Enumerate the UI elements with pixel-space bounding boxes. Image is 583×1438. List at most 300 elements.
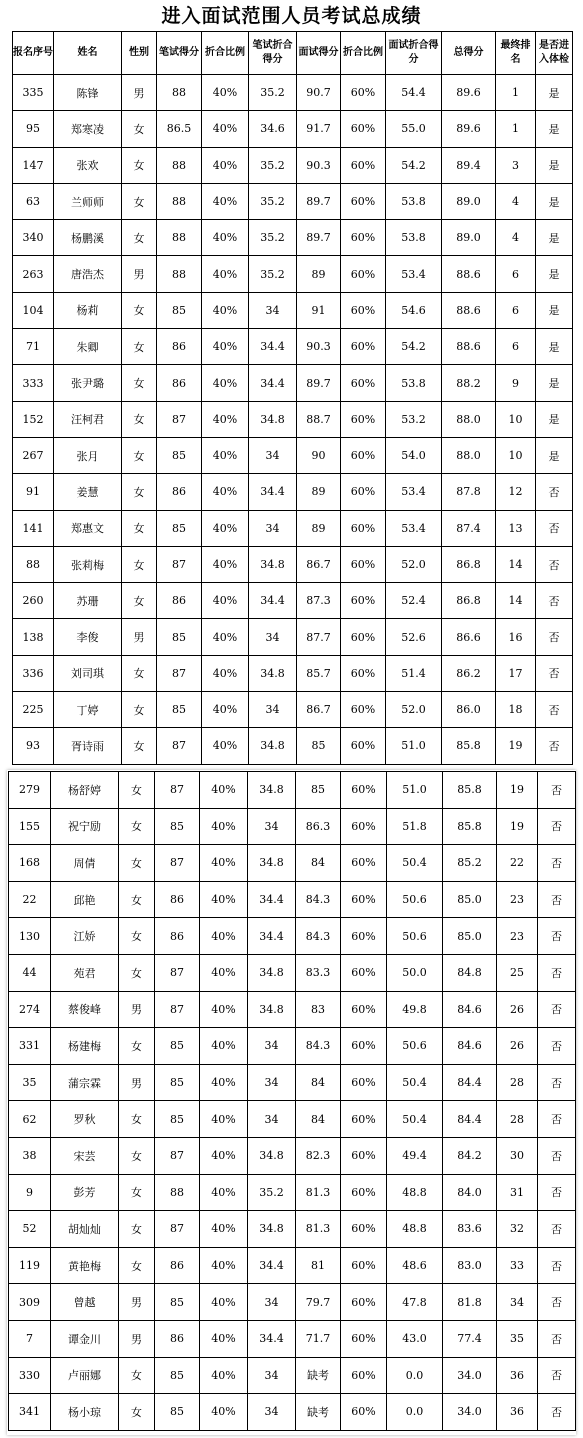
cell-medical-check: 是 <box>536 220 573 256</box>
cell-written-ratio: 40% <box>200 918 248 955</box>
cell-gender: 女 <box>119 772 155 809</box>
cell-written-score: 86 <box>155 1320 200 1357</box>
cell-gender: 女 <box>122 583 157 619</box>
table-row <box>9 1101 576 1138</box>
cell-written-score: 85 <box>155 1284 200 1321</box>
cell-written-weighted: 34.8 <box>248 772 296 809</box>
cell-name: 祝宁励 <box>51 808 119 845</box>
cell-medical-check: 否 <box>538 991 576 1028</box>
cell-interview-score: 89.7 <box>297 365 341 401</box>
cell-interview-weighted: 52.6 <box>386 619 442 655</box>
cell-interview-score: 82.3 <box>296 1137 341 1174</box>
cell-written-weighted: 34 <box>248 1284 296 1321</box>
cell-reg-no: 331 <box>9 1028 51 1065</box>
cell-written-weighted: 34.8 <box>249 401 297 437</box>
cell-medical-check: 否 <box>536 655 573 691</box>
cell-interview-weighted: 49.4 <box>387 1137 443 1174</box>
cell-written-weighted: 34 <box>248 1101 296 1138</box>
cell-written-ratio: 40% <box>202 292 249 328</box>
cell-medical-check: 否 <box>538 881 576 918</box>
cell-interview-score: 79.7 <box>296 1284 341 1321</box>
cell-interview-score: 81.3 <box>296 1211 341 1248</box>
cell-reg-no: 333 <box>13 365 54 401</box>
cell-written-weighted: 34.4 <box>248 918 296 955</box>
cell-interview-score: 85.7 <box>297 655 341 691</box>
table-row <box>9 1320 576 1357</box>
cell-interview-ratio: 60% <box>341 1137 387 1174</box>
cell-interview-score: 89.7 <box>297 220 341 256</box>
cell-final-rank: 30 <box>497 1137 538 1174</box>
cell-interview-score: 86.7 <box>297 546 341 582</box>
cell-total-score: 84.6 <box>443 1028 497 1065</box>
cell-interview-ratio: 60% <box>341 845 387 882</box>
cell-gender: 男 <box>119 1320 155 1357</box>
cell-reg-no: 7 <box>9 1320 51 1357</box>
header-row <box>13 32 573 75</box>
cell-medical-check: 否 <box>538 1101 576 1138</box>
cell-written-score: 85 <box>155 808 200 845</box>
cell-medical-check: 否 <box>538 1394 576 1431</box>
cell-written-score: 86 <box>157 583 202 619</box>
cell-interview-ratio: 60% <box>341 1174 387 1211</box>
cell-written-score: 86 <box>157 329 202 365</box>
cell-interview-weighted: 54.4 <box>386 75 442 111</box>
cell-interview-weighted: 53.4 <box>386 256 442 292</box>
cell-written-weighted: 34.8 <box>248 1137 296 1174</box>
scores-table-top <box>12 31 573 765</box>
cell-gender: 女 <box>119 1028 155 1065</box>
table-row <box>9 954 576 991</box>
cell-written-weighted: 34.8 <box>248 954 296 991</box>
cell-final-rank: 26 <box>497 991 538 1028</box>
cell-interview-weighted: 51.0 <box>386 728 442 764</box>
cell-interview-score: 90 <box>297 437 341 473</box>
cell-reg-no: 104 <box>13 292 54 328</box>
cell-medical-check: 否 <box>538 918 576 955</box>
cell-gender: 女 <box>122 365 157 401</box>
cell-interview-weighted: 50.0 <box>387 954 443 991</box>
cell-reg-no: 44 <box>9 954 51 991</box>
cell-final-rank: 12 <box>496 474 536 510</box>
cell-final-rank: 4 <box>496 183 536 219</box>
cell-medical-check: 否 <box>538 1028 576 1065</box>
cell-gender: 女 <box>122 329 157 365</box>
cell-written-score: 85 <box>155 1101 200 1138</box>
cell-interview-score: 90.3 <box>297 147 341 183</box>
cell-interview-weighted: 54.6 <box>386 292 442 328</box>
table-row <box>13 655 573 691</box>
cell-written-score: 87 <box>155 991 200 1028</box>
cell-interview-weighted: 48.8 <box>387 1211 443 1248</box>
cell-total-score: 88.0 <box>442 437 496 473</box>
cell-gender: 女 <box>119 1247 155 1284</box>
cell-final-rank: 22 <box>497 845 538 882</box>
cell-written-score: 88 <box>157 147 202 183</box>
cell-total-score: 86.8 <box>442 583 496 619</box>
cell-gender: 男 <box>122 619 157 655</box>
cell-interview-ratio: 60% <box>341 75 386 111</box>
cell-total-score: 89.4 <box>442 147 496 183</box>
cell-interview-ratio: 60% <box>341 808 387 845</box>
cell-final-rank: 35 <box>497 1320 538 1357</box>
cell-written-ratio: 40% <box>202 510 249 546</box>
cell-name: 刘司琪 <box>54 655 122 691</box>
cell-name: 蔡俊峰 <box>51 991 119 1028</box>
cell-medical-check: 否 <box>538 1284 576 1321</box>
cell-name: 丁婷 <box>54 692 122 728</box>
cell-written-ratio: 40% <box>202 365 249 401</box>
cell-interview-ratio: 60% <box>341 111 386 147</box>
cell-medical-check: 否 <box>536 728 573 764</box>
cell-written-weighted: 34.4 <box>248 1247 296 1284</box>
cell-final-rank: 36 <box>497 1357 538 1394</box>
cell-written-weighted: 34.6 <box>249 111 297 147</box>
cell-total-score: 85.2 <box>443 845 497 882</box>
table-row <box>9 845 576 882</box>
cell-written-weighted: 34 <box>249 510 297 546</box>
cell-reg-no: 141 <box>13 510 54 546</box>
cell-written-weighted: 34.4 <box>249 329 297 365</box>
cell-written-score: 85 <box>157 692 202 728</box>
cell-gender: 女 <box>119 1357 155 1394</box>
cell-written-score: 86.5 <box>157 111 202 147</box>
cell-written-ratio: 40% <box>202 437 249 473</box>
cell-final-rank: 6 <box>496 329 536 365</box>
table-row <box>9 772 576 809</box>
cell-reg-no: 330 <box>9 1357 51 1394</box>
header-gender: 性别 <box>122 32 157 75</box>
cell-reg-no: 22 <box>9 881 51 918</box>
cell-gender: 男 <box>119 1064 155 1101</box>
cell-final-rank: 6 <box>496 292 536 328</box>
cell-medical-check: 否 <box>538 1247 576 1284</box>
cell-written-ratio: 40% <box>200 1284 248 1321</box>
cell-written-ratio: 40% <box>200 772 248 809</box>
table-row <box>13 111 573 147</box>
cell-medical-check: 否 <box>536 474 573 510</box>
table-row <box>9 1394 576 1431</box>
table-row <box>9 1137 576 1174</box>
cell-name: 罗秋 <box>51 1101 119 1138</box>
cell-interview-ratio: 60% <box>341 365 386 401</box>
cell-medical-check: 是 <box>536 292 573 328</box>
cell-interview-weighted: 0.0 <box>387 1357 443 1394</box>
cell-written-ratio: 40% <box>200 1028 248 1065</box>
cell-total-score: 85.8 <box>442 728 496 764</box>
cell-gender: 女 <box>119 1394 155 1431</box>
cell-name: 郑惠文 <box>54 510 122 546</box>
cell-medical-check: 否 <box>536 510 573 546</box>
cell-medical-check: 是 <box>536 183 573 219</box>
cell-interview-weighted: 54.2 <box>386 147 442 183</box>
table-row <box>13 728 573 764</box>
cell-name: 周倩 <box>51 845 119 882</box>
cell-written-weighted: 34.8 <box>249 655 297 691</box>
cell-name: 曾越 <box>51 1284 119 1321</box>
cell-interview-ratio: 60% <box>341 1064 387 1101</box>
cell-final-rank: 31 <box>497 1174 538 1211</box>
cell-interview-weighted: 48.8 <box>387 1174 443 1211</box>
cell-medical-check: 否 <box>538 1064 576 1101</box>
cell-name: 胥诗雨 <box>54 728 122 764</box>
table-row <box>9 991 576 1028</box>
cell-reg-no: 93 <box>13 728 54 764</box>
cell-written-weighted: 34.8 <box>249 728 297 764</box>
table-row <box>13 546 573 582</box>
cell-total-score: 86.2 <box>442 655 496 691</box>
cell-written-score: 86 <box>155 1247 200 1284</box>
cell-interview-ratio: 60% <box>341 619 386 655</box>
cell-interview-ratio: 60% <box>341 881 387 918</box>
cell-reg-no: 263 <box>13 256 54 292</box>
cell-reg-no: 71 <box>13 329 54 365</box>
cell-name: 杨舒婷 <box>51 772 119 809</box>
cell-total-score: 89.6 <box>442 111 496 147</box>
cell-interview-ratio: 60% <box>341 474 386 510</box>
cell-medical-check: 否 <box>538 1174 576 1211</box>
cell-reg-no: 340 <box>13 220 54 256</box>
cell-interview-ratio: 60% <box>341 918 387 955</box>
cell-written-score: 87 <box>157 728 202 764</box>
cell-total-score: 83.6 <box>443 1211 497 1248</box>
cell-reg-no: 168 <box>9 845 51 882</box>
cell-reg-no: 147 <box>13 147 54 183</box>
cell-name: 胡灿灿 <box>51 1211 119 1248</box>
cell-total-score: 88.6 <box>442 256 496 292</box>
cell-interview-score: 85 <box>296 772 341 809</box>
table-row <box>13 510 573 546</box>
cell-medical-check: 是 <box>536 75 573 111</box>
cell-written-score: 85 <box>155 1357 200 1394</box>
cell-name: 杨建梅 <box>51 1028 119 1065</box>
cell-written-score: 88 <box>157 75 202 111</box>
table-row <box>13 437 573 473</box>
cell-written-score: 87 <box>155 1211 200 1248</box>
cell-final-rank: 23 <box>497 881 538 918</box>
table-row <box>9 881 576 918</box>
cell-interview-weighted: 43.0 <box>387 1320 443 1357</box>
cell-interview-ratio: 60% <box>341 183 386 219</box>
cell-written-weighted: 34 <box>248 808 296 845</box>
cell-total-score: 85.0 <box>443 918 497 955</box>
cell-interview-score: 89 <box>297 256 341 292</box>
table-row <box>13 256 573 292</box>
cell-interview-ratio: 60% <box>341 991 387 1028</box>
cell-final-rank: 17 <box>496 655 536 691</box>
cell-gender: 男 <box>119 1284 155 1321</box>
cell-name: 苑君 <box>51 954 119 991</box>
cell-written-score: 85 <box>155 1394 200 1431</box>
cell-written-weighted: 35.2 <box>248 1174 296 1211</box>
cell-interview-weighted: 54.0 <box>386 437 442 473</box>
header-written-ratio: 折合比例 <box>202 32 249 75</box>
cell-medical-check: 否 <box>536 583 573 619</box>
cell-written-weighted: 34 <box>249 619 297 655</box>
cell-interview-weighted: 50.6 <box>387 881 443 918</box>
cell-reg-no: 119 <box>9 1247 51 1284</box>
cell-name: 汪柯君 <box>54 401 122 437</box>
cell-interview-weighted: 53.8 <box>386 365 442 401</box>
cell-interview-score: 缺考 <box>296 1357 341 1394</box>
scores-table-bottom <box>8 771 576 1431</box>
cell-total-score: 85.8 <box>443 808 497 845</box>
cell-written-score: 85 <box>155 1064 200 1101</box>
cell-gender: 女 <box>122 437 157 473</box>
cell-medical-check: 否 <box>538 954 576 991</box>
cell-final-rank: 9 <box>496 365 536 401</box>
cell-gender: 男 <box>119 991 155 1028</box>
cell-interview-ratio: 60% <box>341 329 386 365</box>
cell-final-rank: 18 <box>496 692 536 728</box>
header-written-score: 笔试得分 <box>157 32 202 75</box>
cell-interview-score: 84.3 <box>296 1028 341 1065</box>
cell-interview-ratio: 60% <box>341 728 386 764</box>
cell-medical-check: 否 <box>538 845 576 882</box>
cell-written-weighted: 34.4 <box>249 583 297 619</box>
cell-written-ratio: 40% <box>200 1101 248 1138</box>
table-row <box>13 474 573 510</box>
cell-interview-weighted: 52.0 <box>386 692 442 728</box>
cell-written-ratio: 40% <box>202 546 249 582</box>
cell-final-rank: 19 <box>496 728 536 764</box>
cell-final-rank: 32 <box>497 1211 538 1248</box>
cell-written-ratio: 40% <box>202 75 249 111</box>
cell-name: 彭芳 <box>51 1174 119 1211</box>
cell-interview-score: 86.3 <box>296 808 341 845</box>
cell-interview-weighted: 47.8 <box>387 1284 443 1321</box>
cell-written-score: 88 <box>157 220 202 256</box>
cell-interview-score: 87.3 <box>297 583 341 619</box>
cell-written-ratio: 40% <box>202 147 249 183</box>
cell-total-score: 84.6 <box>443 991 497 1028</box>
cell-total-score: 88.6 <box>442 329 496 365</box>
cell-interview-weighted: 53.4 <box>386 510 442 546</box>
cell-medical-check: 否 <box>538 1137 576 1174</box>
cell-gender: 女 <box>119 1101 155 1138</box>
cell-gender: 女 <box>122 692 157 728</box>
cell-written-weighted: 34.8 <box>248 1211 296 1248</box>
cell-medical-check: 是 <box>536 147 573 183</box>
cell-reg-no: 279 <box>9 772 51 809</box>
cell-interview-score: 71.7 <box>296 1320 341 1357</box>
cell-interview-score: 90.7 <box>297 75 341 111</box>
cell-gender: 女 <box>122 147 157 183</box>
cell-name: 江娇 <box>51 918 119 955</box>
cell-reg-no: 309 <box>9 1284 51 1321</box>
cell-written-ratio: 40% <box>200 845 248 882</box>
cell-interview-ratio: 60% <box>341 954 387 991</box>
cell-interview-ratio: 60% <box>341 147 386 183</box>
cell-interview-weighted: 0.0 <box>387 1394 443 1431</box>
cell-written-score: 87 <box>155 1137 200 1174</box>
cell-reg-no: 335 <box>13 75 54 111</box>
cell-total-score: 84.4 <box>443 1064 497 1101</box>
cell-interview-weighted: 54.2 <box>386 329 442 365</box>
table-row <box>9 808 576 845</box>
cell-reg-no: 155 <box>9 808 51 845</box>
cell-written-weighted: 34.4 <box>249 365 297 401</box>
cell-final-rank: 36 <box>497 1394 538 1431</box>
cell-total-score: 85.8 <box>443 772 497 809</box>
cell-reg-no: 62 <box>9 1101 51 1138</box>
cell-written-ratio: 40% <box>202 183 249 219</box>
cell-final-rank: 19 <box>497 772 538 809</box>
cell-name: 邱艳 <box>51 881 119 918</box>
cell-final-rank: 1 <box>496 75 536 111</box>
cell-reg-no: 267 <box>13 437 54 473</box>
cell-medical-check: 否 <box>536 619 573 655</box>
cell-written-score: 87 <box>155 772 200 809</box>
cell-gender: 女 <box>122 546 157 582</box>
cell-total-score: 88.6 <box>442 292 496 328</box>
header-reg-no: 报名序号 <box>13 32 54 75</box>
cell-name: 陈锋 <box>54 75 122 111</box>
cell-interview-weighted: 52.0 <box>386 546 442 582</box>
cell-written-weighted: 34.8 <box>248 845 296 882</box>
cell-written-ratio: 40% <box>202 329 249 365</box>
header-interview-score: 面试得分 <box>297 32 341 75</box>
table-row <box>9 1211 576 1248</box>
cell-interview-ratio: 60% <box>341 655 386 691</box>
cell-interview-ratio: 60% <box>341 256 386 292</box>
cell-written-ratio: 40% <box>200 1211 248 1248</box>
cell-written-score: 87 <box>155 845 200 882</box>
cell-interview-score: 84.3 <box>296 918 341 955</box>
cell-written-ratio: 40% <box>202 583 249 619</box>
table-row <box>9 1247 576 1284</box>
cell-gender: 女 <box>122 111 157 147</box>
cell-total-score: 87.4 <box>442 510 496 546</box>
cell-interview-score: 81 <box>296 1247 341 1284</box>
cell-name: 郑寒凌 <box>54 111 122 147</box>
cell-final-rank: 14 <box>496 546 536 582</box>
header-medical-check: 是否进入体检 <box>536 32 573 75</box>
cell-reg-no: 225 <box>13 692 54 728</box>
cell-interview-weighted: 55.0 <box>386 111 442 147</box>
cell-name: 张月 <box>54 437 122 473</box>
cell-gender: 女 <box>122 401 157 437</box>
cell-gender: 女 <box>122 292 157 328</box>
cell-written-score: 86 <box>157 474 202 510</box>
table-row <box>9 1357 576 1394</box>
cell-written-weighted: 34.4 <box>249 474 297 510</box>
cell-total-score: 81.8 <box>443 1284 497 1321</box>
cell-final-rank: 6 <box>496 256 536 292</box>
cell-gender: 女 <box>122 655 157 691</box>
cell-written-ratio: 40% <box>202 401 249 437</box>
cell-reg-no: 91 <box>13 474 54 510</box>
cell-interview-weighted: 50.6 <box>387 1028 443 1065</box>
cell-interview-ratio: 60% <box>341 1211 387 1248</box>
cell-interview-ratio: 60% <box>341 692 386 728</box>
cell-total-score: 85.0 <box>443 881 497 918</box>
cell-written-weighted: 34.8 <box>248 991 296 1028</box>
cell-written-weighted: 34 <box>248 1028 296 1065</box>
cell-final-rank: 33 <box>497 1247 538 1284</box>
cell-name: 卢丽娜 <box>51 1357 119 1394</box>
cell-name: 苏珊 <box>54 583 122 619</box>
cell-final-rank: 10 <box>496 401 536 437</box>
cell-reg-no: 152 <box>13 401 54 437</box>
cell-written-ratio: 40% <box>200 1174 248 1211</box>
cell-written-ratio: 40% <box>200 1394 248 1431</box>
cell-written-weighted: 34 <box>248 1064 296 1101</box>
cell-interview-weighted: 50.4 <box>387 1064 443 1101</box>
cell-interview-weighted: 53.8 <box>386 220 442 256</box>
cell-medical-check: 否 <box>538 1320 576 1357</box>
cell-interview-weighted: 52.4 <box>386 583 442 619</box>
cell-interview-ratio: 60% <box>341 1284 387 1321</box>
